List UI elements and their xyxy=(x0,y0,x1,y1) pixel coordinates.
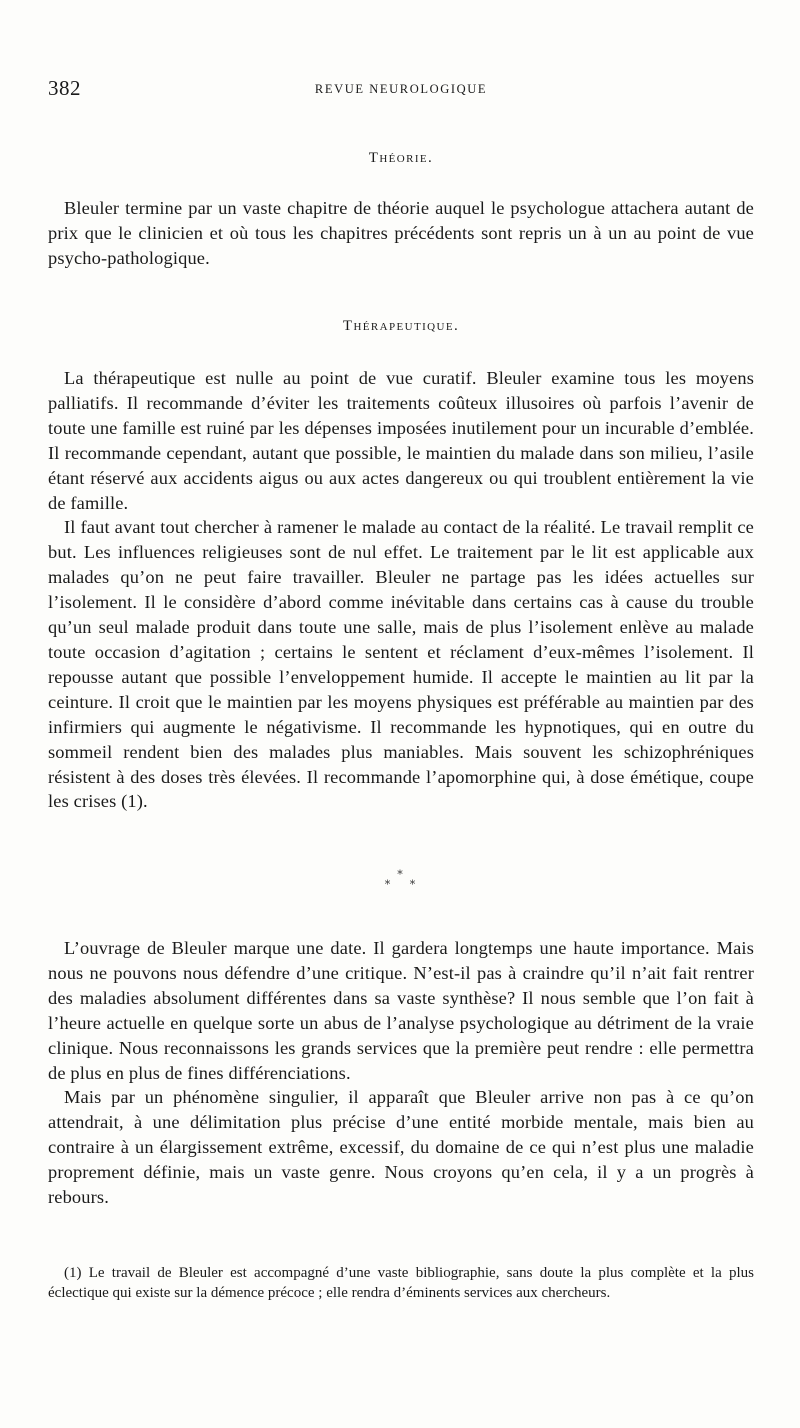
paragraph-therapeutique-2: Il faut avant tout chercher à ramener le malade au contact de la réalité. Le travail remplit ce but. Les influences religieuses sont de nul effet. Le traitement par le lit est applicable aux malades qu’on ne peut faire travailler. Bleuler ne partage pas les idées actuelles sur l’isolement. Il le considère d’abord comme inévitable dans certains cas à cause du trouble qu’un seul malade produit dans toute une salle, mais de plus l’isolement enlève au malade toute occasion d’agitation ; certains le sentent et réclament d’eux-mêmes l’isolement. Il repousse autant que possible l’enveloppement humide. Il accepte le maintien au lit par la ceinture. Il croit que le maintien par les moyens physiques est préférable au maintien par des infirmiers qui augmente le négativisme. Il recommande les hypnotiques, qui en outre du sommeil rendent bien des malades plus maniables. Mais souvent les schizophréniques résistent à des doses très élevées. Il recommande l’apomorphine qui, à dose émétique, coupe les crises (1). xyxy=(48,517,754,812)
section-theorie-body xyxy=(48,196,754,271)
asterism-bottom: * * xyxy=(384,878,424,891)
footnote xyxy=(48,1264,754,1303)
paragraph-conclusion-1: L’ouvrage de Bleuler marque une date. Il gardera longtemps une haute importance. Mais nous ne pouvons nous défendre d’une critique. N’est-il pas à craindre qu’il n’ait fait rentrer des maladies absolument différentes dans sa vaste synthèse? Il nous semble que l’on fait à l’heure actuelle en quelque sorte un abus de l’analyse psychologique au détriment de la vraie clinique. Nous reconnaissons les grands services que la première peut rendre : elle permettra de plus en plus de fines différenciations. xyxy=(48,938,754,1083)
running-head xyxy=(48,76,754,106)
section-therapeutique-body xyxy=(48,366,754,814)
section-conclusion-body xyxy=(48,936,754,1210)
paragraph-theorie-1: Bleuler termine par un vaste chapitre de théorie auquel le psychologue attachera autant de prix que le clinicien et où tous les chapitres précédents sont repris un à un au point de vue psycho-pathologique. xyxy=(48,198,754,268)
footnote-text: (1) Le travail de Bleuler est accompagné d’une vaste bibliographie, sans doute la plus complète et la plus éclectique qui existe sur la démence précoce ; elle rendra d’éminents services aux chercheurs. xyxy=(48,1265,754,1301)
journal-title: REVUE NEUROLOGIQUE xyxy=(314,82,488,96)
asterism-divider xyxy=(0,870,800,890)
paragraph-therapeutique-1: La thérapeutique est nulle au point de vue curatif. Bleuler examine tous les moyens palliatifs. Il recommande d’éviter les traitements coûteux illusoires où parfois l’avenir de toute une famille est ruiné par les dépenses imposées inutilement pour un incurable d’emblée. Il recommande cependant, autant que possible, le maintien du malade dans son milieu, l’asile étant réservé aux accidents aigus ou aux actes dangereux ou qui troublent entièrement la vie de famille. xyxy=(48,368,754,513)
paragraph-conclusion-2: Mais par un phénomène singulier, il apparaît que Bleuler arrive non pas à ce qu’on attendrait, à une délimitation plus précise d’une entité morbide mentale, mais bien au contraire à un élargissement extrême, excessif, du domaine de ce qui n’est plus une maladie proprement définie, mais un vaste genre. Nous croyons qu’en cela, il y a un progrès à rebours. xyxy=(48,1087,754,1208)
page-number: 382 xyxy=(48,76,81,100)
heading-therapeutique: Thérapeutique. xyxy=(342,318,460,334)
heading-theorie: Théorie. xyxy=(368,150,434,166)
asterism-top: * xyxy=(397,868,403,881)
